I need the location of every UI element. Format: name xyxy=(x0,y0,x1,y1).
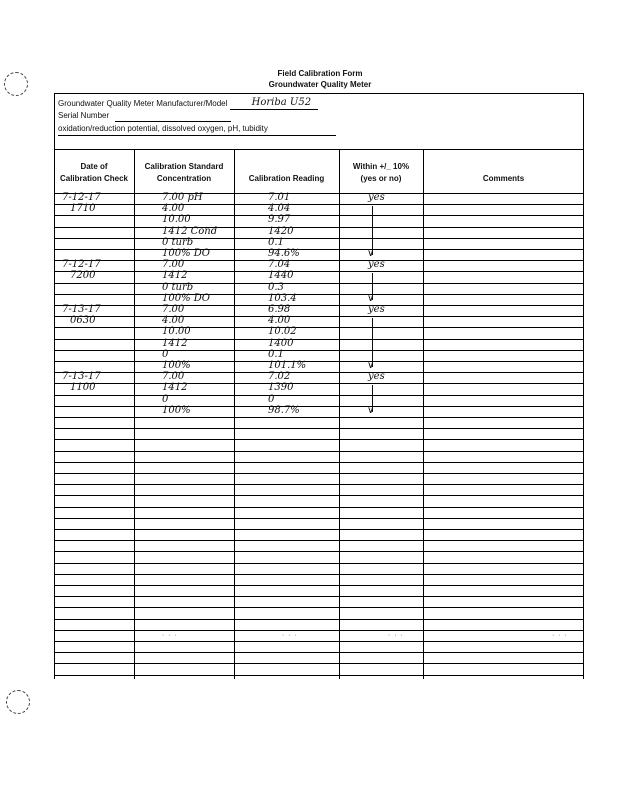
form-subtitle: Groundwater Quality Meter xyxy=(268,80,372,89)
table-row-rule xyxy=(54,316,584,317)
table-row-rule xyxy=(54,406,584,407)
table-row-rule xyxy=(54,327,584,328)
reading-value: 103.4 xyxy=(268,292,297,304)
table-row-rule xyxy=(54,193,584,194)
table-row-rule xyxy=(54,238,584,239)
table-row-rule xyxy=(54,495,584,496)
table-column-rule xyxy=(234,149,235,679)
table-column-rule xyxy=(134,149,135,679)
table-column-rule xyxy=(54,149,55,679)
dots-col5: · · · xyxy=(552,631,568,639)
reading-value: 0.1 xyxy=(268,348,284,360)
table-row-rule xyxy=(54,462,584,463)
table-row-rule xyxy=(54,529,584,530)
table-row-rule xyxy=(54,149,584,150)
reading-value: 9.97 xyxy=(268,214,291,226)
reading-value: 0.3 xyxy=(268,281,284,293)
standard-value: 1412 xyxy=(162,270,188,282)
table-row-rule xyxy=(54,204,584,205)
table-row-rule xyxy=(54,663,584,664)
dots-col4: · · · xyxy=(388,631,404,639)
entry-time: 0630 xyxy=(70,315,96,327)
table-row-rule xyxy=(54,417,584,418)
table-row-rule xyxy=(54,249,584,250)
entry-date: 7-12-17 xyxy=(62,259,101,271)
col-header-date xyxy=(54,161,134,185)
reading-value: 0 xyxy=(268,393,275,405)
entry-date: 7-13-17 xyxy=(62,371,101,383)
standard-value: 7.00 xyxy=(162,259,185,271)
col-header-within-l1: Within +/_ 10% xyxy=(352,162,410,171)
col-header-standard-l1: Calibration Standard xyxy=(144,162,224,171)
table-row-rule xyxy=(54,675,584,676)
reading-value: 6.98 xyxy=(268,304,291,315)
col-header-reading: Calibration Reading xyxy=(248,174,325,183)
standard-value: 7.00 xyxy=(162,304,185,315)
entry-time: 1710 xyxy=(70,203,96,215)
table-row-rule xyxy=(54,507,584,508)
punch-hole-bottom xyxy=(6,690,30,714)
standard-value: 100% DO xyxy=(162,292,210,304)
manufacturer-label: Groundwater Quality Meter Manufacturer/Model xyxy=(58,99,228,108)
table-row-rule xyxy=(54,551,584,552)
entry-date: 7-12-17 xyxy=(62,192,101,203)
standard-value: 100% xyxy=(162,404,191,416)
table-row-rule xyxy=(54,215,584,216)
standard-value: 100% xyxy=(162,360,191,371)
col-header-date-l2: Calibration Check xyxy=(59,174,128,183)
table-row-rule xyxy=(54,596,584,597)
reading-value: 0.1 xyxy=(268,236,284,248)
table-column-rule xyxy=(583,149,584,679)
standard-value: 4.00 xyxy=(162,315,185,327)
table-row-rule xyxy=(54,227,584,228)
table-column-rule xyxy=(339,149,340,679)
standard-value: 10.00 xyxy=(162,214,191,226)
table-row-rule xyxy=(54,630,584,631)
reading-value: 1420 xyxy=(268,225,294,237)
table-row-rule xyxy=(54,372,584,373)
entry-within: yes xyxy=(368,192,385,203)
standard-value: 0 turb xyxy=(162,281,194,293)
reading-value: 94.6% xyxy=(268,248,300,259)
manufacturer-value: Horiba U52 xyxy=(251,97,312,108)
reading-value: 1400 xyxy=(268,337,294,349)
parameters-text: oxidation/reduction potential, dissolved oxygen, pH, tubidity xyxy=(58,122,336,136)
punch-hole-top xyxy=(4,72,28,96)
table-row-rule xyxy=(54,283,584,284)
standard-value: 0 turb xyxy=(162,236,194,248)
standard-value: 1412 xyxy=(162,382,188,394)
parameters-line xyxy=(58,122,336,136)
serial-line xyxy=(58,109,231,122)
reading-value: 7.04 xyxy=(268,259,291,271)
reading-value: 7.02 xyxy=(268,371,291,383)
standard-value: 0 xyxy=(162,348,169,360)
entry-within: yes xyxy=(368,304,385,315)
dots-col3: · · · xyxy=(282,631,298,639)
table-row-rule xyxy=(54,652,584,653)
manufacturer-line xyxy=(58,96,318,110)
col-header-within-l2: (yes or no) xyxy=(360,174,402,183)
table-row-rule xyxy=(54,395,584,396)
col-header-within xyxy=(339,161,423,185)
arrow-head-icon: ∨ xyxy=(367,404,375,416)
reading-value: 1390 xyxy=(268,382,294,394)
table-row-rule xyxy=(54,607,584,608)
reading-value: 1440 xyxy=(268,270,294,282)
dots-col2: · · · xyxy=(162,631,178,639)
reading-value: 4.04 xyxy=(268,203,291,215)
table-row-rule xyxy=(54,641,584,642)
table-row-rule xyxy=(54,305,584,306)
table-row-rule xyxy=(54,484,584,485)
meter-info-box xyxy=(54,93,584,149)
table-row-rule xyxy=(54,361,584,362)
table-row-rule xyxy=(54,563,584,564)
reading-value: 10.02 xyxy=(268,326,297,338)
entry-time: 7200 xyxy=(70,270,96,282)
entry-within: yes xyxy=(368,371,385,383)
table-column-rule xyxy=(423,149,424,679)
serial-label: Serial Number xyxy=(58,111,110,120)
table-row-rule xyxy=(54,439,584,440)
col-header-standard xyxy=(134,161,234,185)
serial-field[interactable] xyxy=(115,111,231,122)
arrow-head-icon: ∨ xyxy=(367,360,375,371)
table-row-rule xyxy=(54,473,584,474)
table-row-rule xyxy=(54,339,584,340)
reading-value: 7.01 xyxy=(268,192,291,203)
entry-date: 7-13-17 xyxy=(62,304,101,315)
table-row-rule xyxy=(54,574,584,575)
reading-value: 101.1% xyxy=(268,360,307,371)
table-row-rule xyxy=(54,383,584,384)
standard-value: 1412 xyxy=(162,337,188,349)
table-row-rule xyxy=(54,619,584,620)
standard-value: 100% DO xyxy=(162,248,210,259)
entry-within: yes xyxy=(368,259,385,271)
reading-value: 4.00 xyxy=(268,315,291,327)
col-header-date-l1: Date of xyxy=(80,162,108,171)
standard-value: 0 xyxy=(162,393,169,405)
standard-value: 7.00 xyxy=(162,371,185,383)
arrow-head-icon: ∨ xyxy=(367,292,375,304)
table-row-rule xyxy=(54,540,584,541)
table-row-rule xyxy=(54,350,584,351)
table-row-rule xyxy=(54,518,584,519)
entry-time: 1100 xyxy=(70,382,96,394)
form-title-block xyxy=(200,68,440,90)
calibration-table xyxy=(54,149,584,679)
table-row-rule xyxy=(54,271,584,272)
standard-value: 10.00 xyxy=(162,326,191,338)
manufacturer-field[interactable] xyxy=(230,96,318,110)
col-header-comments: Comments xyxy=(482,174,525,183)
table-row-rule xyxy=(54,294,584,295)
table-row-rule xyxy=(54,451,584,452)
form-title: Field Calibration Form xyxy=(277,69,363,78)
reading-value: 98.7% xyxy=(268,404,300,416)
table-row-rule xyxy=(54,428,584,429)
standard-value: 4.00 xyxy=(162,203,185,215)
standard-value: 7.00 pH xyxy=(162,192,203,203)
col-header-standard-l2: Concentration xyxy=(156,174,212,183)
table-row-rule xyxy=(54,585,584,586)
standard-value: 1412 Cond xyxy=(162,225,218,237)
arrow-head-icon: ∨ xyxy=(367,248,375,259)
table-row-rule xyxy=(54,260,584,261)
